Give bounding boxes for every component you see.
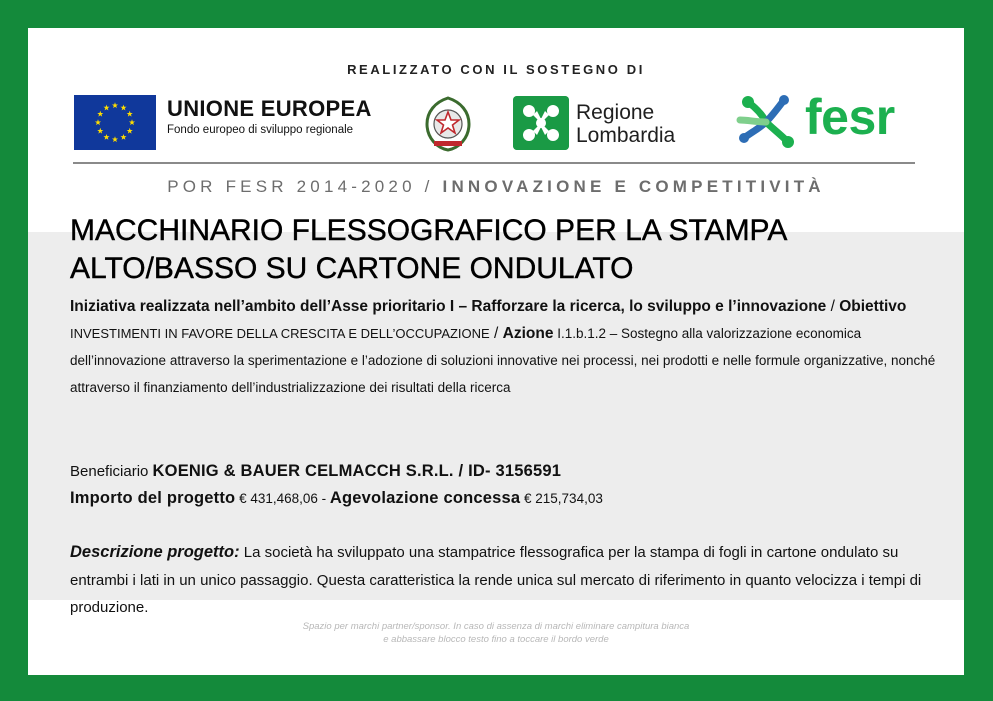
grant-value: € 215,734,03 — [520, 491, 603, 506]
action-label: Azione — [502, 325, 554, 342]
project-title-line-1: MACCHINARIO FLESSOGRAFICO PER LA STAMPA — [70, 214, 788, 247]
project-title — [70, 212, 787, 288]
header-divider — [73, 162, 915, 164]
fesr-molecule-icon — [734, 92, 798, 154]
region-line-1: Regione — [576, 101, 655, 124]
region-name — [576, 101, 675, 147]
action-text: I.1.b.1.2 – Sostegno alla valorizzazione economica dell’innovazione attraverso la sperimentazione e l’adozione di soluzioni innovative nei processi, nei prodotti e nelle formule organizzative, nonché attraverso il finanziamento dell’industrializzazione dei risultati della ricerca — [70, 326, 936, 395]
description-label: Descrizione progetto: — [70, 543, 240, 561]
programme-theme: INNOVAZIONE E COMPETITIVITÀ — [442, 177, 825, 196]
note-line-1: Spazio per marchi partner/sponsor. In caso di assenza di marchi eliminare campitura bianca — [302, 621, 690, 632]
separator: / — [489, 325, 503, 342]
programme-name: POR FESR 2014-2020 / — [167, 177, 443, 196]
initiative-text: Iniziativa realizzata nell’ambito dell’Asse prioritario I – Rafforzare la ricerca, lo sviluppo e l’innovazione — [70, 298, 827, 315]
amount-label: Importo del progetto — [70, 489, 236, 507]
poster-panel — [28, 28, 964, 675]
description-text: La società ha sviluppato una stampatrice flessografica per la stampa di fogli in cartone ondulato su entrambi i lati in un unico passaggio. Questa caratteristica la rende unica sul mercato di riferimento in quanto velocizza i tempi di produzione. — [70, 544, 922, 616]
objective-label: Obiettivo — [839, 298, 907, 315]
support-label: REALIZZATO CON IL SOSTEGNO DI — [347, 62, 645, 77]
programme-line — [28, 177, 964, 197]
eu-flag-icon — [74, 95, 156, 150]
beneficiary-block — [70, 458, 603, 512]
initiative-paragraph — [70, 293, 940, 401]
fesr-label: fesr — [805, 89, 895, 145]
amount-value: € 431,468,06 - — [235, 491, 330, 506]
region-line-2: Lombardia — [576, 124, 676, 147]
objective-text: INVESTIMENTI IN FAVORE DELLA CRESCITA E DELL’OCCUPAZIONE — [70, 326, 490, 341]
amount-line — [70, 485, 603, 512]
separator: / — [826, 298, 840, 315]
grant-label: Agevolazione concessa — [329, 489, 521, 507]
description-paragraph — [70, 539, 950, 622]
eu-title: UNIONE EUROPEA — [167, 96, 372, 121]
beneficiary-line — [70, 458, 603, 485]
note-line-2: e abbassare blocco testo fino a toccare il bordo verde — [383, 634, 609, 645]
eu-subtitle: Fondo europeo di sviluppo regionale — [167, 124, 354, 136]
beneficiary-label: Beneficiario — [70, 463, 153, 480]
italian-republic-emblem-icon — [421, 94, 475, 152]
lombardia-rose-icon — [513, 96, 569, 150]
sponsor-space-note — [28, 620, 964, 646]
beneficiary-value: KOENIG & BAUER CELMACCH S.R.L. / ID- 3156591 — [152, 462, 562, 480]
project-title-line-2: ALTO/BASSO SU CARTONE ONDULATO — [70, 252, 634, 285]
